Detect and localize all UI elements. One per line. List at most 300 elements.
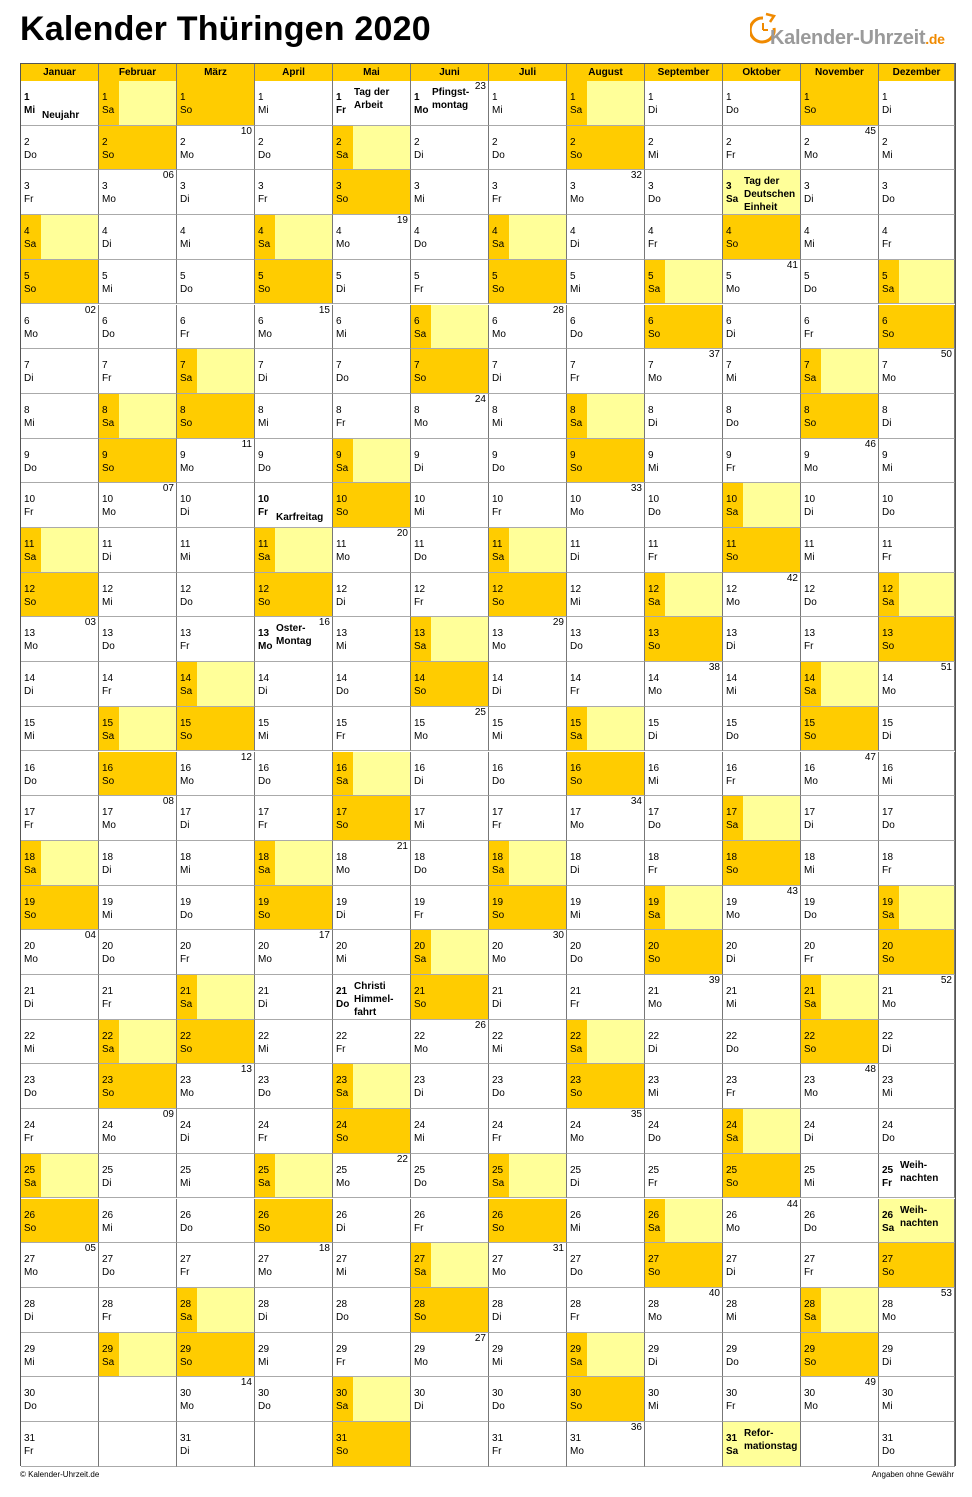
day-cell[interactable] <box>411 975 489 1020</box>
day-cell[interactable] <box>21 752 99 797</box>
day-cell[interactable] <box>723 662 801 707</box>
day-cell[interactable] <box>255 305 333 350</box>
day-cell[interactable] <box>645 617 723 662</box>
day-cell[interactable] <box>411 215 489 260</box>
day-cell[interactable] <box>177 528 255 573</box>
day-cell[interactable] <box>333 349 411 394</box>
day-cell[interactable] <box>21 1020 99 1065</box>
day-cell[interactable] <box>801 439 879 484</box>
day-cell[interactable] <box>177 1243 255 1288</box>
day-cell[interactable] <box>645 439 723 484</box>
day-cell[interactable] <box>177 1333 255 1378</box>
day-cell[interactable] <box>333 662 411 707</box>
day-cell[interactable] <box>879 1377 955 1422</box>
day-cell[interactable] <box>333 1199 411 1244</box>
day-cell[interactable] <box>645 1020 723 1065</box>
day-cell[interactable] <box>489 1109 567 1154</box>
day-cell[interactable] <box>801 1243 879 1288</box>
footer-copyright[interactable]: © Kalender-Uhrzeit.de <box>20 1470 100 1479</box>
day-cell[interactable] <box>177 975 255 1020</box>
day-cell[interactable] <box>567 1020 645 1065</box>
day-cell[interactable] <box>801 349 879 394</box>
day-cell[interactable] <box>177 81 255 126</box>
day-cell[interactable] <box>645 707 723 752</box>
day-cell[interactable] <box>21 930 99 975</box>
day-cell[interactable] <box>99 260 177 305</box>
day-cell[interactable] <box>567 1333 645 1378</box>
day-cell[interactable] <box>21 1288 99 1333</box>
day-cell[interactable] <box>99 1199 177 1244</box>
day-cell[interactable] <box>99 81 177 126</box>
day-cell[interactable] <box>177 215 255 260</box>
day-cell[interactable] <box>333 1109 411 1154</box>
day-cell[interactable] <box>99 617 177 662</box>
day-cell[interactable] <box>99 170 177 215</box>
day-cell[interactable] <box>177 1199 255 1244</box>
day-cell[interactable] <box>723 528 801 573</box>
day-cell[interactable] <box>489 349 567 394</box>
day-cell[interactable] <box>411 1333 489 1378</box>
day-cell[interactable] <box>255 215 333 260</box>
day-cell[interactable] <box>333 1243 411 1288</box>
day-cell[interactable] <box>645 170 723 215</box>
day-cell[interactable] <box>489 573 567 618</box>
day-cell[interactable] <box>567 349 645 394</box>
day-cell[interactable] <box>645 573 723 618</box>
day-cell[interactable] <box>723 349 801 394</box>
day-cell[interactable] <box>801 752 879 797</box>
day-cell[interactable] <box>99 126 177 171</box>
day-cell[interactable] <box>567 886 645 931</box>
day-cell[interactable] <box>177 707 255 752</box>
day-cell[interactable] <box>333 573 411 618</box>
day-cell[interactable] <box>723 617 801 662</box>
day-cell[interactable] <box>723 170 801 215</box>
day-cell[interactable] <box>801 1064 879 1109</box>
day-cell[interactable] <box>411 394 489 439</box>
day-cell[interactable] <box>177 126 255 171</box>
day-cell[interactable] <box>879 752 955 797</box>
day-cell[interactable] <box>177 1109 255 1154</box>
day-cell[interactable] <box>567 170 645 215</box>
day-cell[interactable] <box>333 81 411 126</box>
day-cell[interactable] <box>255 483 333 528</box>
day-cell[interactable] <box>723 1333 801 1378</box>
day-cell[interactable] <box>723 841 801 886</box>
day-cell[interactable] <box>723 1064 801 1109</box>
day-cell[interactable] <box>255 796 333 841</box>
day-cell[interactable] <box>177 752 255 797</box>
day-cell[interactable] <box>567 126 645 171</box>
day-cell[interactable] <box>411 1288 489 1333</box>
day-cell[interactable] <box>177 1288 255 1333</box>
day-cell[interactable] <box>99 1064 177 1109</box>
day-cell[interactable] <box>879 796 955 841</box>
day-cell[interactable] <box>333 1154 411 1199</box>
day-cell[interactable] <box>333 930 411 975</box>
day-cell[interactable] <box>333 1064 411 1109</box>
day-cell[interactable] <box>99 349 177 394</box>
day-cell[interactable] <box>879 170 955 215</box>
day-cell[interactable] <box>333 439 411 484</box>
day-cell[interactable] <box>21 1243 99 1288</box>
day-cell[interactable] <box>255 1199 333 1244</box>
day-cell[interactable] <box>879 886 955 931</box>
day-cell[interactable] <box>255 841 333 886</box>
day-cell[interactable] <box>801 617 879 662</box>
day-cell[interactable] <box>411 81 489 126</box>
day-cell[interactable] <box>489 1154 567 1199</box>
day-cell[interactable] <box>99 1243 177 1288</box>
day-cell[interactable] <box>21 81 99 126</box>
day-cell[interactable] <box>489 841 567 886</box>
day-cell[interactable] <box>489 662 567 707</box>
day-cell[interactable] <box>21 483 99 528</box>
day-cell[interactable] <box>567 1288 645 1333</box>
day-cell[interactable] <box>879 260 955 305</box>
day-cell[interactable] <box>411 1020 489 1065</box>
day-cell[interactable] <box>177 1422 255 1467</box>
day-cell[interactable] <box>21 126 99 171</box>
day-cell[interactable] <box>489 170 567 215</box>
day-cell[interactable] <box>645 1154 723 1199</box>
day-cell[interactable] <box>255 81 333 126</box>
day-cell[interactable] <box>567 662 645 707</box>
day-cell[interactable] <box>801 528 879 573</box>
day-cell[interactable] <box>333 1288 411 1333</box>
day-cell[interactable] <box>879 617 955 662</box>
day-cell[interactable] <box>645 528 723 573</box>
day-cell[interactable] <box>645 796 723 841</box>
day-cell[interactable] <box>879 439 955 484</box>
day-cell[interactable] <box>333 1333 411 1378</box>
day-cell[interactable] <box>177 841 255 886</box>
day-cell[interactable] <box>255 126 333 171</box>
day-cell[interactable] <box>645 1288 723 1333</box>
day-cell[interactable] <box>567 439 645 484</box>
day-cell[interactable] <box>411 707 489 752</box>
day-cell[interactable] <box>723 260 801 305</box>
day-cell[interactable] <box>879 841 955 886</box>
day-cell[interactable] <box>411 1377 489 1422</box>
day-cell[interactable] <box>567 1154 645 1199</box>
day-cell[interactable] <box>723 126 801 171</box>
day-cell[interactable] <box>411 752 489 797</box>
day-cell[interactable] <box>489 528 567 573</box>
day-cell[interactable] <box>255 439 333 484</box>
day-cell[interactable] <box>801 1377 879 1422</box>
day-cell[interactable] <box>801 170 879 215</box>
day-cell[interactable] <box>879 707 955 752</box>
day-cell[interactable] <box>723 796 801 841</box>
day-cell[interactable] <box>255 975 333 1020</box>
day-cell[interactable] <box>645 260 723 305</box>
day-cell[interactable] <box>99 483 177 528</box>
day-cell[interactable] <box>21 215 99 260</box>
day-cell[interactable] <box>99 841 177 886</box>
day-cell[interactable] <box>177 796 255 841</box>
day-cell[interactable] <box>567 841 645 886</box>
day-cell[interactable] <box>21 707 99 752</box>
day-cell[interactable] <box>21 573 99 618</box>
day-cell[interactable] <box>567 1422 645 1467</box>
day-cell[interactable] <box>567 573 645 618</box>
day-cell[interactable] <box>645 752 723 797</box>
day-cell[interactable] <box>255 662 333 707</box>
day-cell[interactable] <box>645 1333 723 1378</box>
day-cell[interactable] <box>879 1288 955 1333</box>
day-cell[interactable] <box>333 170 411 215</box>
day-cell[interactable] <box>177 1020 255 1065</box>
day-cell[interactable] <box>879 305 955 350</box>
day-cell[interactable] <box>723 1154 801 1199</box>
day-cell[interactable] <box>489 930 567 975</box>
day-cell[interactable] <box>99 930 177 975</box>
day-cell[interactable] <box>489 483 567 528</box>
day-cell[interactable] <box>879 930 955 975</box>
day-cell[interactable] <box>801 260 879 305</box>
day-cell[interactable] <box>333 528 411 573</box>
day-cell[interactable] <box>99 752 177 797</box>
day-cell[interactable] <box>333 1020 411 1065</box>
day-cell[interactable] <box>99 439 177 484</box>
day-cell[interactable] <box>333 305 411 350</box>
day-cell[interactable] <box>567 305 645 350</box>
day-cell[interactable] <box>99 1288 177 1333</box>
day-cell[interactable] <box>99 662 177 707</box>
day-cell[interactable] <box>879 215 955 260</box>
day-cell[interactable] <box>723 81 801 126</box>
day-cell[interactable] <box>255 394 333 439</box>
day-cell[interactable] <box>177 1064 255 1109</box>
day-cell[interactable] <box>723 439 801 484</box>
day-cell[interactable] <box>255 1377 333 1422</box>
day-cell[interactable] <box>801 483 879 528</box>
day-cell[interactable] <box>21 528 99 573</box>
day-cell[interactable] <box>567 394 645 439</box>
day-cell[interactable] <box>177 305 255 350</box>
day-cell[interactable] <box>21 796 99 841</box>
day-cell[interactable] <box>567 1064 645 1109</box>
day-cell[interactable] <box>21 1422 99 1467</box>
day-cell[interactable] <box>489 126 567 171</box>
day-cell[interactable] <box>255 1243 333 1288</box>
day-cell[interactable] <box>879 1109 955 1154</box>
day-cell[interactable] <box>567 215 645 260</box>
day-cell[interactable] <box>255 707 333 752</box>
day-cell[interactable] <box>723 573 801 618</box>
day-cell[interactable] <box>567 796 645 841</box>
day-cell[interactable] <box>177 886 255 931</box>
day-cell[interactable] <box>177 930 255 975</box>
day-cell[interactable] <box>333 886 411 931</box>
day-cell[interactable] <box>801 305 879 350</box>
day-cell[interactable] <box>255 528 333 573</box>
day-cell[interactable] <box>21 1154 99 1199</box>
day-cell[interactable] <box>801 662 879 707</box>
day-cell[interactable] <box>21 617 99 662</box>
day-cell[interactable] <box>99 1333 177 1378</box>
day-cell[interactable] <box>21 1199 99 1244</box>
day-cell[interactable] <box>879 349 955 394</box>
day-cell[interactable] <box>255 170 333 215</box>
day-cell[interactable] <box>21 305 99 350</box>
day-cell[interactable] <box>801 796 879 841</box>
day-cell[interactable] <box>567 752 645 797</box>
day-cell[interactable] <box>567 930 645 975</box>
day-cell[interactable] <box>99 528 177 573</box>
day-cell[interactable] <box>723 930 801 975</box>
day-cell[interactable] <box>255 260 333 305</box>
day-cell[interactable] <box>489 886 567 931</box>
day-cell[interactable] <box>567 483 645 528</box>
day-cell[interactable] <box>411 170 489 215</box>
day-cell[interactable] <box>801 394 879 439</box>
day-cell[interactable] <box>411 1199 489 1244</box>
day-cell[interactable] <box>411 1109 489 1154</box>
day-cell[interactable] <box>99 1154 177 1199</box>
day-cell[interactable] <box>801 1109 879 1154</box>
day-cell[interactable] <box>255 573 333 618</box>
day-cell[interactable] <box>21 1333 99 1378</box>
day-cell[interactable] <box>489 1288 567 1333</box>
day-cell[interactable] <box>567 1199 645 1244</box>
day-cell[interactable] <box>489 439 567 484</box>
day-cell[interactable] <box>645 1064 723 1109</box>
day-cell[interactable] <box>333 483 411 528</box>
day-cell[interactable] <box>723 394 801 439</box>
day-cell[interactable] <box>21 394 99 439</box>
day-cell[interactable] <box>333 394 411 439</box>
day-cell[interactable] <box>801 1333 879 1378</box>
day-cell[interactable] <box>21 439 99 484</box>
day-cell[interactable] <box>21 1064 99 1109</box>
day-cell[interactable] <box>255 1020 333 1065</box>
day-cell[interactable] <box>255 617 333 662</box>
day-cell[interactable] <box>411 1064 489 1109</box>
day-cell[interactable] <box>411 483 489 528</box>
day-cell[interactable] <box>567 1109 645 1154</box>
day-cell[interactable] <box>177 617 255 662</box>
day-cell[interactable] <box>177 170 255 215</box>
day-cell[interactable] <box>879 528 955 573</box>
day-cell[interactable] <box>879 126 955 171</box>
day-cell[interactable] <box>99 796 177 841</box>
day-cell[interactable] <box>879 1333 955 1378</box>
day-cell[interactable] <box>723 1288 801 1333</box>
day-cell[interactable] <box>567 260 645 305</box>
day-cell[interactable] <box>177 394 255 439</box>
day-cell[interactable] <box>645 1109 723 1154</box>
day-cell[interactable] <box>411 930 489 975</box>
day-cell[interactable] <box>879 394 955 439</box>
day-cell[interactable] <box>21 170 99 215</box>
day-cell[interactable] <box>801 886 879 931</box>
day-cell[interactable] <box>801 81 879 126</box>
day-cell[interactable] <box>177 1377 255 1422</box>
day-cell[interactable] <box>21 662 99 707</box>
day-cell[interactable] <box>255 1288 333 1333</box>
day-cell[interactable] <box>333 617 411 662</box>
day-cell[interactable] <box>801 1288 879 1333</box>
day-cell[interactable] <box>801 930 879 975</box>
day-cell[interactable] <box>333 707 411 752</box>
day-cell[interactable] <box>489 1199 567 1244</box>
day-cell[interactable] <box>801 707 879 752</box>
day-cell[interactable] <box>879 1199 955 1244</box>
day-cell[interactable] <box>255 930 333 975</box>
day-cell[interactable] <box>489 1020 567 1065</box>
day-cell[interactable] <box>21 260 99 305</box>
day-cell[interactable] <box>411 662 489 707</box>
day-cell[interactable] <box>411 528 489 573</box>
day-cell[interactable] <box>255 1109 333 1154</box>
day-cell[interactable] <box>645 305 723 350</box>
day-cell[interactable] <box>255 349 333 394</box>
day-cell[interactable] <box>411 260 489 305</box>
day-cell[interactable] <box>411 617 489 662</box>
day-cell[interactable] <box>723 1243 801 1288</box>
day-cell[interactable] <box>723 1422 801 1467</box>
day-cell[interactable] <box>489 752 567 797</box>
day-cell[interactable] <box>723 215 801 260</box>
day-cell[interactable] <box>723 1199 801 1244</box>
day-cell[interactable] <box>21 841 99 886</box>
day-cell[interactable] <box>99 1109 177 1154</box>
day-cell[interactable] <box>801 841 879 886</box>
day-cell[interactable] <box>489 796 567 841</box>
day-cell[interactable] <box>645 841 723 886</box>
day-cell[interactable] <box>411 796 489 841</box>
day-cell[interactable] <box>723 1109 801 1154</box>
day-cell[interactable] <box>489 305 567 350</box>
day-cell[interactable] <box>567 975 645 1020</box>
day-cell[interactable] <box>333 260 411 305</box>
day-cell[interactable] <box>177 260 255 305</box>
day-cell[interactable] <box>645 349 723 394</box>
day-cell[interactable] <box>645 394 723 439</box>
day-cell[interactable] <box>645 1377 723 1422</box>
day-cell[interactable] <box>489 81 567 126</box>
day-cell[interactable] <box>645 1243 723 1288</box>
day-cell[interactable] <box>489 1422 567 1467</box>
day-cell[interactable] <box>255 886 333 931</box>
day-cell[interactable] <box>723 886 801 931</box>
day-cell[interactable] <box>99 886 177 931</box>
day-cell[interactable] <box>333 975 411 1020</box>
day-cell[interactable] <box>489 1333 567 1378</box>
day-cell[interactable] <box>411 1243 489 1288</box>
day-cell[interactable] <box>21 349 99 394</box>
day-cell[interactable] <box>723 752 801 797</box>
day-cell[interactable] <box>99 394 177 439</box>
day-cell[interactable] <box>567 1243 645 1288</box>
day-cell[interactable] <box>723 1377 801 1422</box>
day-cell[interactable] <box>567 707 645 752</box>
day-cell[interactable] <box>21 1377 99 1422</box>
day-cell[interactable] <box>255 1064 333 1109</box>
day-cell[interactable] <box>411 439 489 484</box>
day-cell[interactable] <box>879 1020 955 1065</box>
day-cell[interactable] <box>801 975 879 1020</box>
day-cell[interactable] <box>645 662 723 707</box>
day-cell[interactable] <box>411 1154 489 1199</box>
day-cell[interactable] <box>21 975 99 1020</box>
day-cell[interactable] <box>177 483 255 528</box>
day-cell[interactable] <box>489 394 567 439</box>
day-cell[interactable] <box>645 930 723 975</box>
day-cell[interactable] <box>489 260 567 305</box>
